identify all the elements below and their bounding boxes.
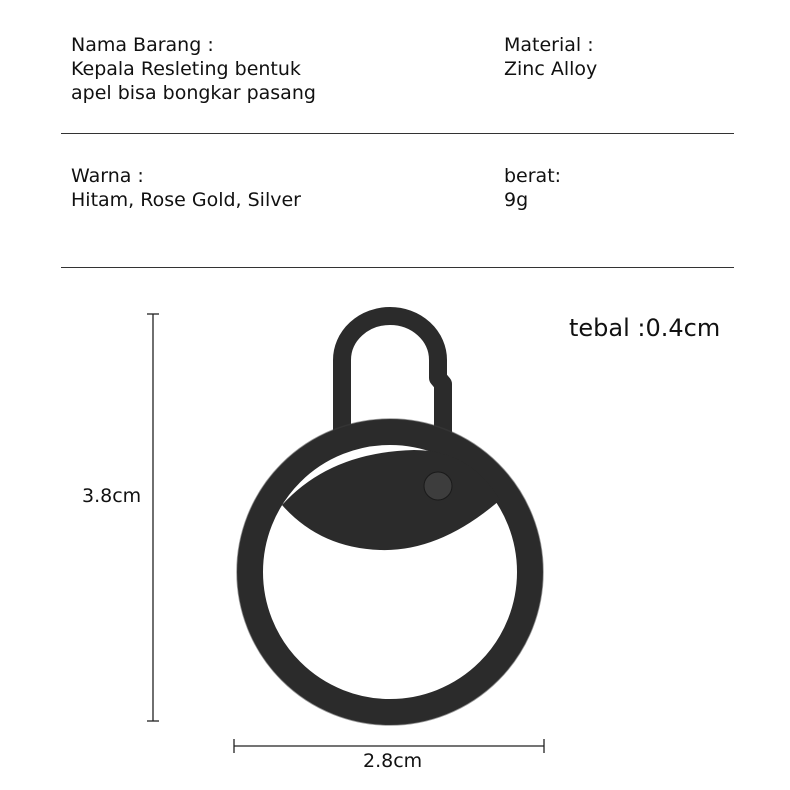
item-name-value-line1: Kepala Resleting bentuk bbox=[71, 58, 301, 80]
color-value: Hitam, Rose Gold, Silver bbox=[71, 189, 301, 211]
zipper-pull-head bbox=[237, 316, 543, 725]
material-value: Zinc Alloy bbox=[504, 58, 598, 80]
height-dimension-line bbox=[147, 314, 159, 721]
weight-label: berat: bbox=[504, 165, 562, 187]
material-label: Material : bbox=[504, 34, 594, 56]
color-label: Warna : bbox=[71, 165, 144, 187]
zipper-shackle bbox=[342, 316, 443, 432]
height-label: 3.8cm bbox=[82, 485, 142, 507]
item-name-value-line2: apel bisa bongkar pasang bbox=[71, 82, 316, 104]
width-label: 2.8cm bbox=[363, 750, 423, 772]
zipper-rivet bbox=[424, 472, 452, 500]
weight-value: 9g bbox=[504, 189, 529, 211]
thickness-label: tebal :0.4cm bbox=[569, 314, 721, 342]
item-name-label: Nama Barang : bbox=[71, 34, 214, 56]
